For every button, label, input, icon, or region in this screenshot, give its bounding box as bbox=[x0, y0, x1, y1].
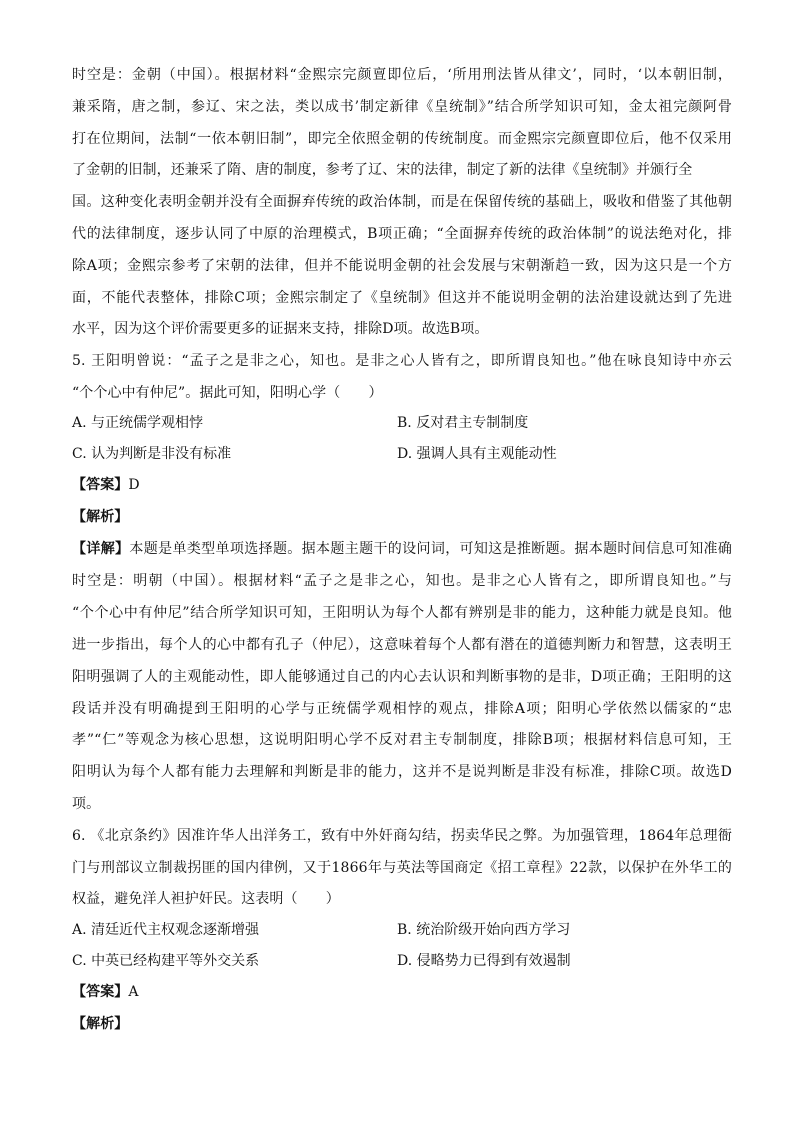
analysis-tag: 【解析】 bbox=[72, 1016, 129, 1032]
question-6-stem: 门与刑部议立制裁拐匪的国内律例，又于1866年与英法等国商定《招工章程》22款，以保护在外华工的 bbox=[72, 860, 732, 876]
q5-detail-line: 阳明认为每个人都有能力去理解和判断是非的能力，这并不是说判断是非没有标准，排除C项。故选D bbox=[72, 764, 732, 780]
q6-answer bbox=[72, 983, 732, 1001]
q5-detail-line bbox=[72, 540, 732, 558]
q6-option-a: A. 清廷近代主权观念逐渐增强 bbox=[72, 922, 260, 938]
question-5-stem: “个个心中有仲尼”。据此可知，阳明心学（ ） bbox=[72, 385, 383, 401]
analysis-tag: 【解析】 bbox=[72, 509, 129, 525]
q5-option-d: D. 强调人具有主观能动性 bbox=[397, 446, 557, 462]
analysis-line: 除A项；金熙宗参考了宋朝的法律，但并不能说明金朝的社会发展与宋朝渐趋一致，因为这只是一个方 bbox=[72, 258, 732, 274]
analysis-line: 兼采隋，唐之制，参辽、宋之法，类以成书’制定新律《皇统制》”结合所学知识可知，金太祖完颜阿骨 bbox=[72, 99, 732, 115]
q5-detail-line: “个个心中有仲尼”结合所学知识可知，王阳明认为每个人都有辨别是非的能力，这种能力就是良知。他 bbox=[72, 605, 732, 621]
q5-detail-line: 项。 bbox=[72, 796, 101, 812]
detail-tag: 【详解】 bbox=[72, 541, 130, 557]
detail-text: 本题是单类型单项选择题。据本题主题干的设问词，可知这是推断题。据本题时间信息可知准确 bbox=[129, 541, 732, 557]
q6-option-c: C. 中英已经构建平等外交关系 bbox=[72, 953, 260, 969]
q6-analysis-tag bbox=[72, 1015, 732, 1033]
analysis-line: 了金朝的旧制，还兼采了隋、唐的制度，参考了辽、宋的法律，制定了新的法律《皇统制》并颁行全 bbox=[72, 162, 693, 178]
q5-detail-line: 时空是：明朝（中国）。根据材料“孟子之是非之心，知也。是非之心人皆有之，即所谓良知也。”与 bbox=[72, 573, 732, 589]
analysis-line: 时空是：金朝（中国）。根据材料“金熙宗完颜亶即位后，‘所用刑法皆从律文’，同时，‘以本朝旧制， bbox=[72, 67, 732, 83]
question-6-stem: 权益，避免洋人袒护奸民。这表明（ ） bbox=[72, 891, 340, 907]
question-6-stem: 6. 《北京条约》因准许华人出洋务工，致有中外奸商勾结，拐卖华民之弊。为加强管理，1864年总理衙 bbox=[72, 828, 732, 844]
q5-detail-line: 阳明强调了人的主观能动性，即人能够通过自己的内心去认识和判断事物的是非，D项正确；王阳明的这 bbox=[72, 669, 732, 685]
answer-value: A bbox=[128, 984, 139, 1000]
q5-detail-line: 段话并没有明确提到王阳明的心学与正统儒学观相悖的观点，排除A项；阳明心学依然以儒家的“忠 bbox=[72, 701, 732, 717]
q5-option-c: C. 认为判断是非没有标准 bbox=[72, 446, 232, 462]
q6-option-d: D. 侵略势力已得到有效遏制 bbox=[397, 953, 571, 969]
answer-tag: 【答案】 bbox=[72, 477, 129, 493]
q5-option-a: A. 与正统儒学观相悖 bbox=[72, 415, 204, 431]
answer-tag: 【答案】 bbox=[72, 984, 129, 1000]
answer-value: D bbox=[128, 477, 140, 493]
analysis-line: 面，不能代表整体，排除C项；金熙宗制定了《皇统制》但这并不能说明金朝的法治建设就达到了先进 bbox=[72, 290, 732, 306]
q5-detail-line: 孝”“仁”等观念为核心思想，这说明阳明心学不反对君主专制制度，排除B项；根据材料信息可知，王 bbox=[72, 732, 732, 748]
analysis-line: 水平，因为这个评价需要更多的证据来支持，排除D项。故选B项。 bbox=[72, 321, 489, 337]
q5-analysis-tag bbox=[72, 508, 732, 526]
q6-option-b: B. 统治阶级开始向西方学习 bbox=[397, 922, 571, 938]
analysis-line: 打在位期间，法制“一依本朝旧制”，即完全依照金朝的传统制度。而金熙宗完颜亶即位后，他不仅采用 bbox=[72, 131, 732, 147]
q5-answer bbox=[72, 476, 732, 494]
q5-detail-line: 进一步指出，每个人的心中都有孔子（仲尼），这意味着每个人都有潜在的道德判断力和智慧，这表明王 bbox=[72, 637, 732, 653]
analysis-line: 代的法律制度，逐步认同了中原的治理模式，B项正确；“全面摒弃传统的政治体制”的说法绝对化，排 bbox=[72, 226, 732, 242]
q5-option-b: B. 反对君主专制制度 bbox=[397, 415, 529, 431]
analysis-line: 国。这种变化表明金朝并没有全面摒弃传统的政治体制，而是在保留传统的基础上，吸收和借鉴了其他朝 bbox=[72, 194, 732, 210]
question-5-stem: 5. 王阳明曾说：“孟子之是非之心，知也。是非之心人皆有之，即所谓良知也。”他在咏良知诗中亦云 bbox=[72, 353, 732, 369]
